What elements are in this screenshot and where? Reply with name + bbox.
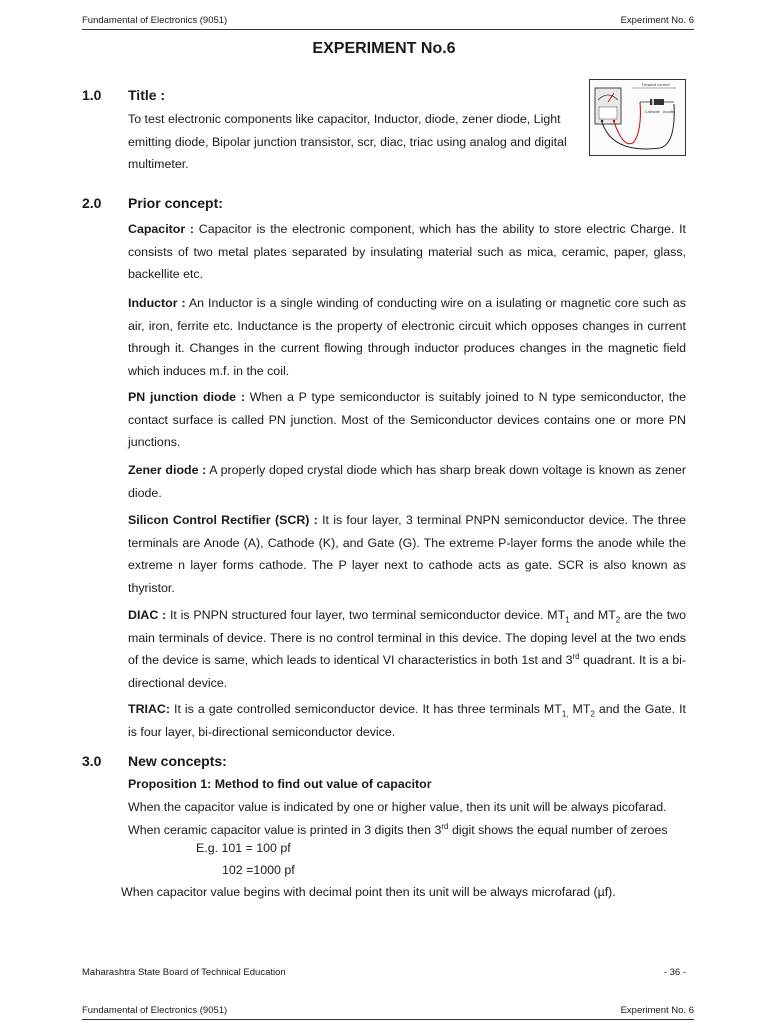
capacitor-term: Capacitor :	[128, 222, 195, 236]
rule-line-3: When capacitor value begins with decimal point then its unit will be always microfarad (µf).	[121, 885, 616, 899]
section-heading-new-concepts	[82, 753, 227, 769]
rule-line-1: When the capacitor value is indicated by one or higher value, then its unit will be always picofarad.	[128, 800, 667, 814]
rule-superscript: rd	[441, 821, 449, 831]
section-number: 2.0	[82, 195, 102, 211]
triac-term: TRIAC:	[128, 702, 170, 716]
multimeter-diode-illustration	[590, 80, 684, 154]
page-title: EXPERIMENT No.6	[312, 40, 456, 57]
figure-label-anode: Anode	[663, 110, 675, 114]
diac-text: are the two main terminals of device. There is no control terminal in this device. The doping level at the two ends of the device is same, which leads to identical VI characteristics in both 1st and 3	[128, 608, 687, 667]
header-course: Fundamental of Electronics (9051)	[82, 1005, 228, 1016]
title-text	[128, 108, 580, 176]
section-number: 3.0	[82, 753, 102, 769]
diac-text: It is PNPN structured four layer, two terminal semiconductor device. MT	[166, 608, 566, 622]
multimeter-diode-figure	[589, 79, 686, 156]
page-number: - 36 -	[663, 967, 686, 978]
capacitor-definition: Capacitor is the electronic component, which has the ability to store electric Charge. It consists of two metal plates separated by insulating material such as mica, ceramic, paper, glass, backellite etc.	[128, 222, 686, 281]
scr-term: Silicon Control Rectifier (SCR) :	[128, 513, 318, 527]
zener-definition: A properly doped crystal diode which has sharp break down voltage is known as zener diode.	[128, 463, 686, 500]
section-label: Prior concept:	[128, 195, 223, 211]
inductor-term: Inductor :	[128, 296, 186, 310]
section-label: New concepts:	[128, 753, 227, 769]
title-paragraph: To test electronic components like capacitor, Inductor, diode, zener diode, Light emitting diode, Bipolar junction transistor, scr, diac, triac using analog and digital multimeter.	[128, 112, 567, 171]
section-number: 1.0	[82, 87, 102, 103]
diac-superscript: rd	[572, 651, 580, 661]
triac-text: MT	[568, 702, 591, 716]
header-course: Fundamental of Electronics (9051)	[82, 15, 228, 26]
pn-junction-term: PN junction diode :	[128, 390, 245, 404]
section-heading-title	[82, 87, 165, 103]
proposition-heading: Proposition 1: Method to find out value of capacitor	[128, 777, 432, 791]
diac-subscript: 2	[615, 615, 621, 625]
inductor-paragraph	[128, 292, 686, 382]
rule-line-2	[128, 819, 686, 842]
diac-text: quadrant. It is a bi-directional device.	[128, 653, 686, 690]
page-header	[82, 15, 694, 30]
zener-term: Zener diode :	[128, 463, 207, 477]
footer-board: Maharashtra State Board of Technical Education	[82, 967, 286, 978]
triac-paragraph	[128, 698, 686, 743]
triac-text: It is a gate controlled semiconductor device. It has three terminals MT	[169, 702, 562, 716]
scr-definition: It is four layer, 3 terminal PNPN semiconductor device. The three terminals are Anode (A), Cathode (K), and Gate (G). The extreme P-layer forms the anode while the extreme n layer forms cathode. The P layer next to cathode acts as gate. SCR is also known as thyristor.	[128, 513, 686, 595]
pn-junction-paragraph	[128, 386, 686, 454]
scr-paragraph	[128, 509, 686, 599]
figure-label-cathode: Cathode	[645, 110, 660, 114]
example-102: 102 =1000 pf	[222, 863, 295, 877]
triac-text: and the Gate. It is four layer, bi-directional semiconductor device.	[128, 702, 686, 739]
section-heading-prior-concept	[82, 195, 223, 211]
next-page-header	[82, 1005, 694, 1020]
section-label: Title :	[128, 87, 166, 103]
figure-label-current: Forward current	[642, 83, 670, 87]
diac-text: and MT	[569, 608, 616, 622]
inductor-definition: An Inductor is a single winding of conducting wire on a isulating or magnetic core such as air, iron, ferrite etc. Inductance is the property of electronic circuit which opposes changes in current through it. Changes in the current flowing through inductor produces changes in the magnetic field which induces m.f. in the coil.	[128, 296, 686, 378]
capacitor-paragraph	[128, 218, 686, 286]
diac-subscript: 1	[565, 615, 570, 625]
triac-subscript: 1,	[561, 709, 569, 719]
pn-junction-definition: When a P type semiconductor is suitably joined to N type semiconductor, the contact surface is called PN junction. Most of the Semiconductor devices contains one or more PN junctions.	[128, 390, 686, 449]
rule-line-2-text: When ceramic capacitor value is printed in 3 digits then 3	[128, 822, 442, 837]
diac-term: DIAC :	[128, 608, 167, 622]
diac-paragraph	[128, 604, 686, 694]
triac-subscript: 2	[590, 709, 595, 719]
header-experiment: Experiment No. 6	[620, 1005, 694, 1016]
zener-paragraph	[128, 459, 686, 504]
capacitor-value-rules	[128, 796, 686, 841]
example-101: E.g. 101 = 100 pf	[196, 841, 291, 855]
header-experiment: Experiment No. 6	[620, 15, 694, 26]
rule-line-2-text: digit shows the equal number of zeroes	[448, 822, 668, 837]
